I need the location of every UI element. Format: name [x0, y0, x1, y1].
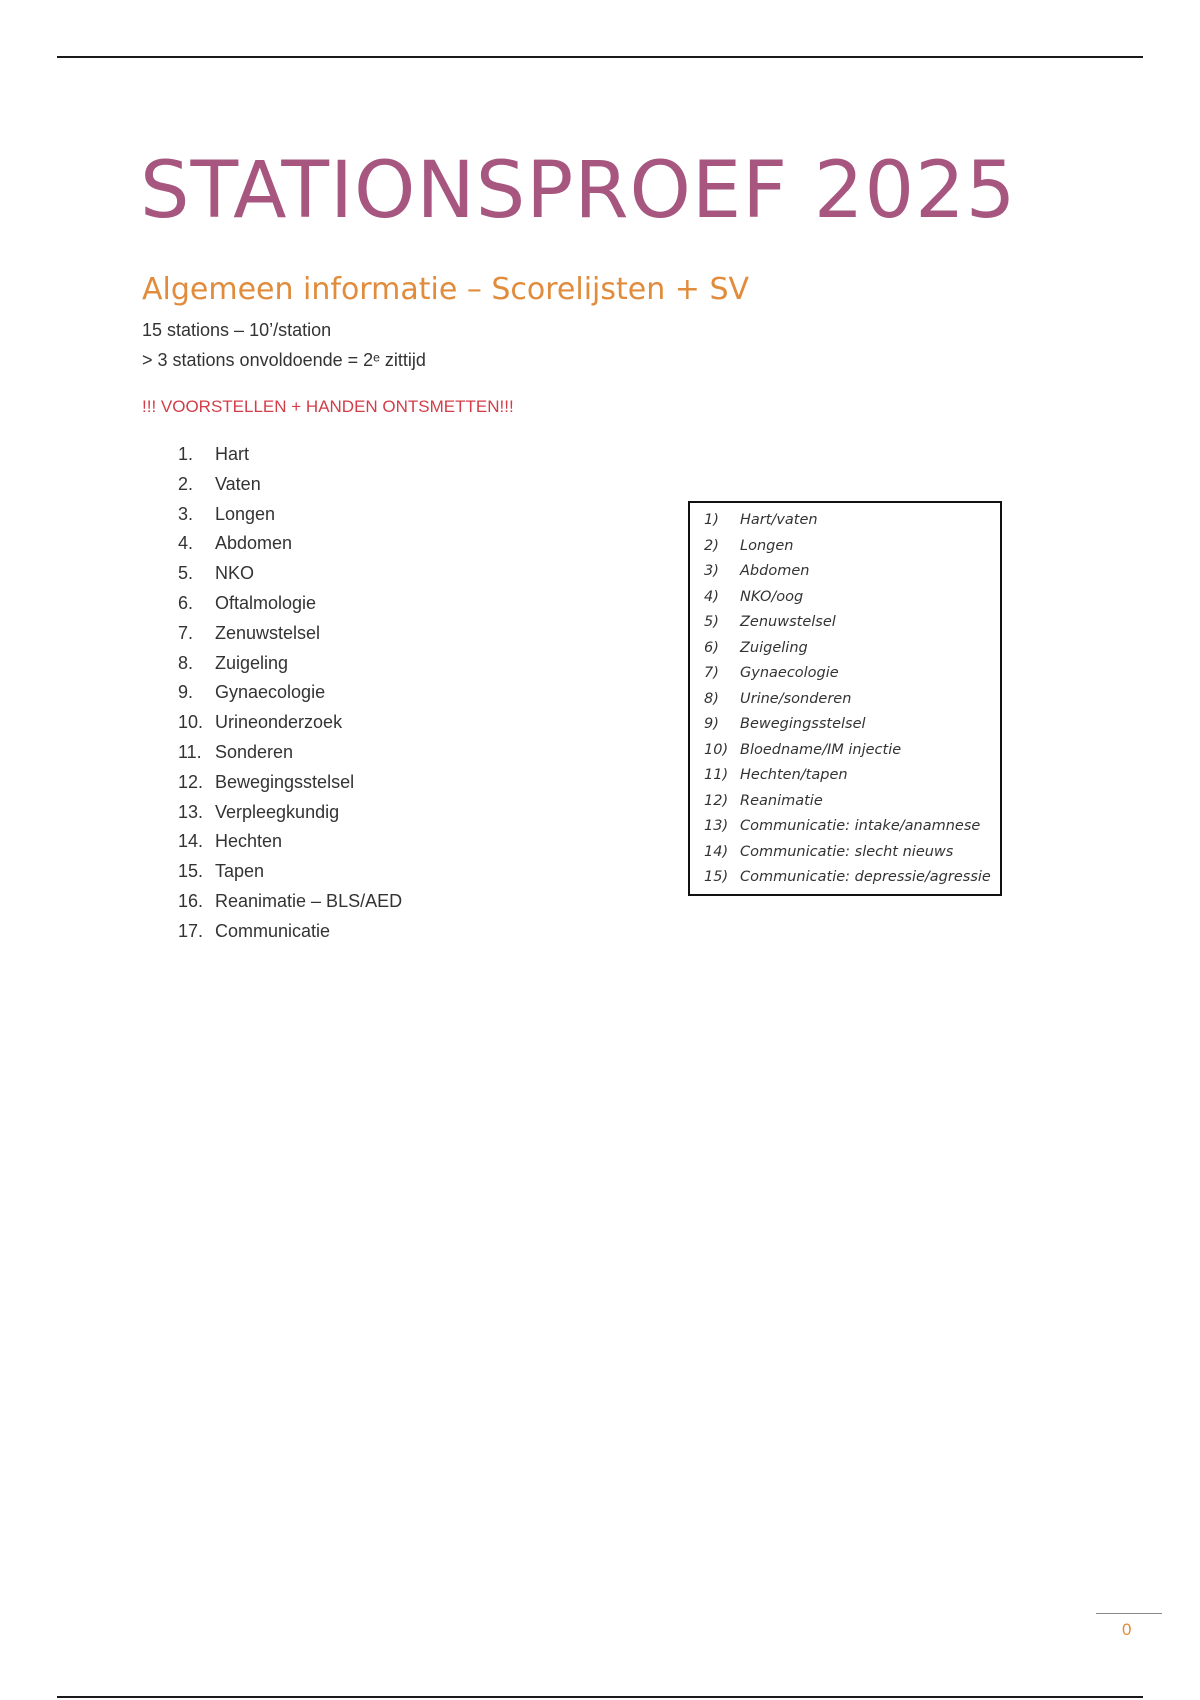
- station-item-label: Hart/vaten: [740, 512, 818, 528]
- station-item: [704, 814, 991, 840]
- station-item-number: 2): [704, 537, 719, 554]
- page-title: STATIONSPROEF 2025: [140, 146, 1017, 236]
- station-item-label: Communicatie: slecht nieuws: [740, 843, 954, 860]
- topic-item: [178, 678, 402, 708]
- page-number: 0: [1122, 1620, 1132, 1639]
- station-item-label: Longen: [740, 537, 794, 554]
- topic-item-number: 5.: [178, 563, 194, 584]
- station-item-number: 5): [704, 614, 719, 630]
- topic-item-label: Oftalmologie: [215, 592, 317, 613]
- topic-item: [178, 768, 402, 798]
- topic-item-number: 11.: [178, 741, 202, 762]
- topic-item-number: 14.: [178, 831, 204, 852]
- topic-item-number: 13.: [178, 801, 204, 822]
- topic-item: [178, 649, 402, 679]
- topic-item-number: 17.: [178, 920, 204, 941]
- station-item-label: Abdomen: [740, 563, 810, 579]
- topic-item: [178, 470, 402, 500]
- topics-list: [178, 440, 402, 947]
- topic-item: [178, 798, 402, 828]
- topic-item: [178, 619, 402, 649]
- station-item-label: Communicatie: depressie/agressie: [740, 869, 991, 885]
- stations-list: [704, 508, 991, 891]
- topic-item: [178, 589, 402, 619]
- station-item: [704, 865, 991, 891]
- station-item-number: 11): [704, 767, 729, 783]
- station-item: [704, 840, 991, 866]
- topic-item-label: Hart: [215, 444, 250, 464]
- station-item: [704, 585, 991, 611]
- station-item-label: Bloedname/IM injectie: [740, 741, 902, 758]
- topic-item-label: Longen: [215, 503, 276, 524]
- topic-item-label: Communicatie: [215, 920, 331, 941]
- station-item-label: Zuigeling: [740, 639, 808, 656]
- topic-item: [178, 440, 402, 470]
- station-item: [704, 559, 991, 585]
- topic-item-number: 10.: [178, 712, 204, 733]
- topic-item: [178, 500, 402, 530]
- topic-item-number: 4.: [178, 533, 194, 554]
- station-item: [704, 661, 991, 687]
- topic-item-label: Vaten: [215, 473, 261, 494]
- topic-item: [178, 708, 402, 738]
- station-item-label: Bewegingsstelsel: [740, 716, 866, 732]
- topic-item: [178, 917, 402, 947]
- station-item: [704, 687, 991, 713]
- info-line-retake: > 3 stations onvoldoende = 2ᵉ zittijd: [142, 350, 426, 370]
- section-heading: Algemeen informatie – Scorelijsten + SV: [142, 272, 750, 307]
- topic-item-number: 15.: [178, 861, 204, 882]
- topic-item: [178, 827, 402, 857]
- topic-item-number: 16.: [178, 890, 204, 911]
- station-item-number: 1): [704, 512, 719, 528]
- topic-item: [178, 857, 402, 887]
- topic-item-label: Zenuwstelsel: [215, 622, 321, 643]
- station-item-label: Zenuwstelsel: [740, 614, 836, 630]
- station-item: [704, 789, 991, 815]
- station-item: [704, 712, 991, 738]
- topic-item-label: Urineonderzoek: [215, 712, 343, 733]
- stations-box: [688, 501, 1002, 896]
- station-item: [704, 636, 991, 662]
- station-item-label: Communicatie: intake/anamnese: [740, 818, 981, 834]
- station-item: [704, 508, 991, 534]
- topic-item-label: Tapen: [215, 861, 265, 882]
- station-item-number: 10): [704, 741, 729, 758]
- station-item-label: Hechten/tapen: [740, 767, 848, 783]
- station-item-number: 4): [704, 588, 719, 605]
- station-item-number: 12): [704, 792, 729, 809]
- topic-item-number: 3.: [178, 503, 194, 524]
- topic-item-number: 6.: [178, 592, 194, 613]
- station-item-label: Urine/sonderen: [740, 690, 852, 707]
- topic-item-number: 9.: [178, 682, 194, 703]
- topic-item-number: 12.: [178, 771, 204, 792]
- info-line-stations: 15 stations – 10’/station: [142, 320, 332, 340]
- topic-item-label: Abdomen: [215, 533, 293, 554]
- topic-item: [178, 738, 402, 768]
- topic-item: [178, 887, 402, 917]
- warning-note: !!! VOORSTELLEN + HANDEN ONTSMETTEN!!!: [142, 397, 514, 416]
- station-item: [704, 763, 991, 789]
- topic-item-number: 2.: [178, 473, 194, 494]
- topic-item-label: Zuigeling: [215, 652, 289, 673]
- topic-item-label: Verpleegkundig: [215, 801, 340, 822]
- topic-item: [178, 529, 402, 559]
- footer-page-rule: [1096, 1613, 1162, 1614]
- topic-item-number: 8.: [178, 652, 194, 673]
- topic-item-number: 7.: [178, 622, 194, 643]
- topic-item-label: NKO: [215, 563, 255, 584]
- station-item: [704, 610, 991, 636]
- topic-item: [178, 559, 402, 589]
- topic-item-label: Hechten: [215, 831, 283, 852]
- station-item: [704, 738, 991, 764]
- topic-item-label: Gynaecologie: [215, 682, 326, 703]
- station-item-label: NKO/oog: [740, 588, 804, 605]
- station-item-label: Reanimatie: [740, 792, 823, 809]
- station-item-number: 15): [704, 869, 729, 885]
- station-item-number: 6): [704, 639, 719, 656]
- topic-item-label: Sonderen: [215, 741, 294, 762]
- station-item-number: 8): [704, 690, 719, 707]
- header-rule: [57, 56, 1143, 58]
- topic-item-number: 1.: [178, 444, 194, 464]
- station-item-label: Gynaecologie: [740, 665, 839, 681]
- station-item-number: 13): [704, 818, 729, 834]
- footer-rule: [57, 1696, 1143, 1698]
- station-item-number: 3): [704, 563, 719, 579]
- topic-item-label: Bewegingsstelsel: [215, 771, 355, 792]
- station-item-number: 7): [704, 665, 719, 681]
- station-item-number: 14): [704, 843, 729, 860]
- station-item: [704, 534, 991, 560]
- station-item-number: 9): [704, 716, 719, 732]
- topic-item-label: Reanimatie – BLS/AED: [215, 890, 403, 911]
